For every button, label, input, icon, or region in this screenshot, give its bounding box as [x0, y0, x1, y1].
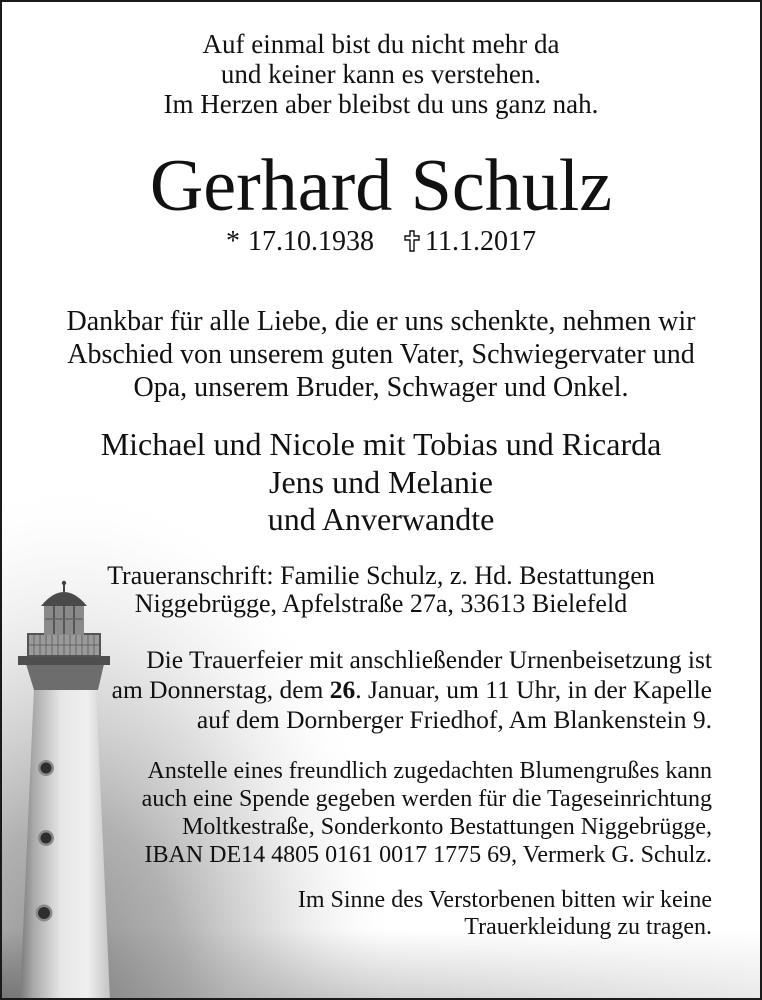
ceremony-line: Die Trauerfeier mit anschließender Urnenbeisetzung ist: [146, 645, 712, 674]
donation-info: [42, 757, 712, 869]
gratitude-line: Opa, unserem Bruder, Schwager und Onkel.: [133, 372, 629, 403]
birth-marker: *: [226, 226, 241, 257]
address-line: Niggebrügge, Apfelstraße 27a, 33613 Bielefeld: [134, 589, 628, 618]
cross-icon: [404, 230, 420, 252]
poem-line: und keiner kann es verstehen.: [220, 59, 542, 89]
ceremony-line: auf dem Dornberger Friedhof, Am Blankenstein 9.: [196, 705, 712, 734]
mourners: [2, 426, 760, 539]
gratitude-text: [2, 305, 760, 404]
death-date: 11.1.2017: [425, 226, 536, 257]
poem-line: Im Herzen aber bleibst du uns ganz nah.: [163, 89, 599, 119]
gratitude-line: Dankbar für alle Liebe, die er uns schenkte, nehmen wir: [66, 306, 696, 337]
ceremony-line: [42, 675, 712, 705]
mourners-line: Jens und Melanie: [269, 463, 493, 500]
address-line: Traueranschrift: Familie Schulz, z. Hd. Bestattungen: [107, 561, 655, 590]
gratitude-line: Abschied von unserem guten Vater, Schwiegervater und: [67, 339, 695, 370]
closing-line: Trauerkleidung zu tragen.: [464, 913, 712, 940]
life-dates: [2, 226, 760, 258]
closing-line: Im Sinne des Verstorbenen bitten wir keine: [297, 887, 712, 913]
mourning-address: [2, 562, 760, 618]
deceased-name: Gerhard Schulz: [149, 145, 613, 227]
poem: [2, 29, 760, 119]
poem-line: Auf einmal bist du nicht mehr da: [202, 29, 560, 59]
donation-line: Anstelle eines freundlich zugedachten Blumengrußes kann: [147, 758, 712, 784]
donation-line: Moltkestraße, Sonderkonto Bestattungen Niggebrügge,: [182, 814, 712, 840]
grass: [0, 930, 762, 1000]
mourners-line: und Anverwandte: [267, 501, 495, 537]
ceremony-date-prefix: am Donnerstag, dem: [111, 675, 330, 704]
ceremony-info: [42, 645, 712, 735]
mourners-line: Michael und Nicole mit Tobias und Ricarda: [100, 426, 662, 462]
donation-line: IBAN DE14 4805 0161 0017 1775 69, Vermerk G. Schulz.: [144, 842, 712, 868]
birth-date: 17.10.1938: [248, 226, 375, 257]
ceremony-day: 26: [329, 675, 356, 704]
closing-note: [42, 887, 712, 940]
ceremony-date-suffix: . Januar, um 11 Uhr, in der Kapelle: [355, 675, 712, 704]
donation-line: auch eine Spende gegeben werden für die Tageseinrichtung: [141, 786, 712, 812]
